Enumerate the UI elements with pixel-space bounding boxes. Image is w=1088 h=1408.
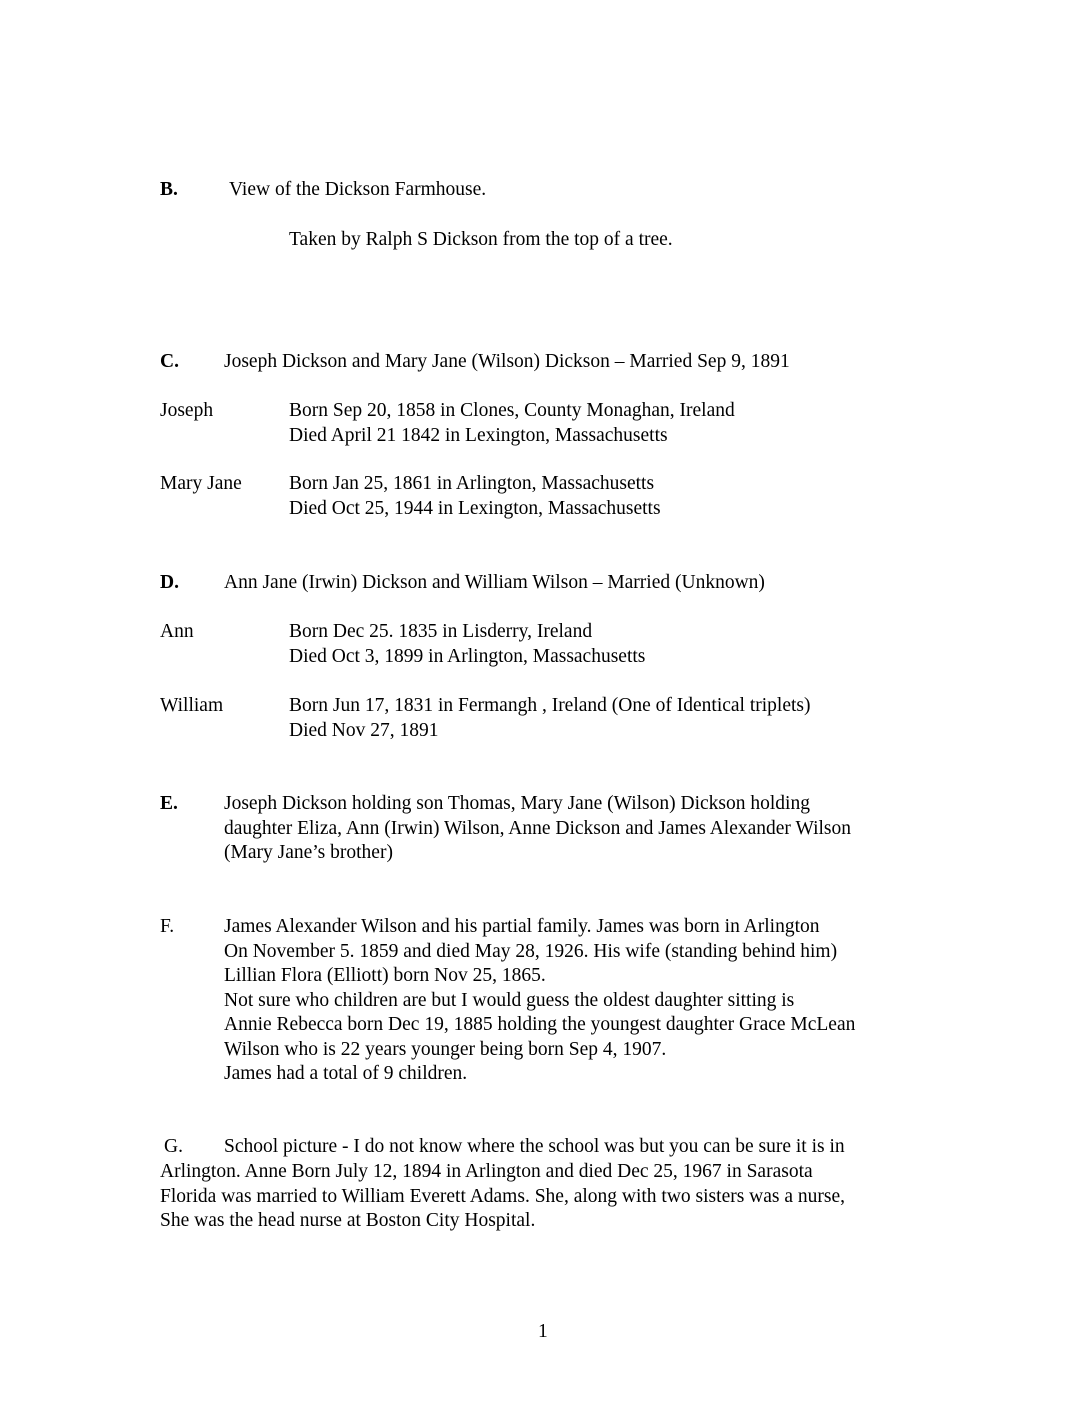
section-f-text — [224, 915, 855, 1087]
born-line: Born Dec 25. 1835 in Lisderry, Ireland — [289, 621, 593, 642]
section-c-title: Joseph Dickson and Mary Jane (Wilson) Dickson – Married Sep 9, 1891 — [224, 351, 790, 372]
section-b-label: B. — [160, 179, 178, 200]
section-g-label: G. — [164, 1136, 183, 1157]
text-line: James Alexander Wilson and his partial family. James was born in Arlington — [224, 916, 820, 937]
person-name: Mary Jane — [160, 473, 242, 494]
section-e-label: E. — [160, 793, 178, 814]
section-c-label: C. — [160, 351, 179, 372]
text-line: On November 5. 1859 and died May 28, 1926. His wife (standing behind him) — [224, 940, 838, 962]
section-g-first-line: School picture - I do not know where the school was but you can be sure it is in — [224, 1136, 845, 1157]
born-line: Born Jun 17, 1831 in Fermangh , Ireland (One of Identical triplets) — [289, 695, 811, 716]
text-line: Not sure who children are but I would guess the oldest daughter sitting is — [224, 989, 795, 1011]
text-line: Joseph Dickson holding son Thomas, Mary Jane (Wilson) Dickson holding — [224, 793, 810, 814]
born-line: Born Jan 25, 1861 in Arlington, Massachusetts — [289, 473, 655, 494]
section-d-label: D. — [160, 572, 179, 593]
person-details — [289, 399, 735, 448]
person-name: William — [160, 695, 224, 716]
page-number: 1 — [538, 1321, 548, 1342]
died-line: Died Oct 3, 1899 in Arlington, Massachusetts — [289, 645, 646, 667]
text-line: daughter Eliza, Ann (Irwin) Wilson, Anne Dickson and James Alexander Wilson — [224, 817, 851, 839]
text-line: (Mary Jane’s brother) — [224, 842, 393, 863]
text-line: Arlington. Anne Born July 12, 1894 in Arlington and died Dec 25, 1967 in Sarasota — [160, 1161, 813, 1182]
born-line: Born Sep 20, 1858 in Clones, County Monaghan, Ireland — [289, 400, 735, 421]
died-line: Died Oct 25, 1944 in Lexington, Massachusetts — [289, 497, 661, 519]
person-details — [289, 694, 811, 743]
text-line: Florida was married to William Everett Adams. She, along with two sisters was a nurse, — [160, 1185, 846, 1207]
section-e-text — [224, 792, 851, 866]
section-b-caption: Taken by Ralph S Dickson from the top of a tree. — [289, 229, 673, 250]
text-line: Wilson who is 22 years younger being born Sep 4, 1907. — [224, 1038, 667, 1060]
text-line: Annie Rebecca born Dec 19, 1885 holding the youngest daughter Grace McLean — [224, 1014, 856, 1035]
text-line: Lillian Flora (Elliott) born Nov 25, 1865. — [224, 965, 546, 986]
died-line: Died Nov 27, 1891 — [289, 719, 439, 741]
person-name: Ann — [160, 621, 194, 642]
died-line: Died April 21 1842 in Lexington, Massachusetts — [289, 424, 668, 446]
section-b-title: View of the Dickson Farmhouse. — [229, 179, 487, 200]
section-g-text — [160, 1160, 845, 1234]
section-d-title: Ann Jane (Irwin) Dickson and William Wilson – Married (Unknown) — [224, 572, 765, 593]
text-line: James had a total of 9 children. — [224, 1063, 468, 1084]
person-details — [289, 472, 661, 521]
text-line: She was the head nurse at Boston City Hospital. — [160, 1210, 536, 1231]
person-name: Joseph — [160, 400, 214, 421]
person-details — [289, 620, 645, 669]
section-f-label: F. — [160, 916, 175, 937]
